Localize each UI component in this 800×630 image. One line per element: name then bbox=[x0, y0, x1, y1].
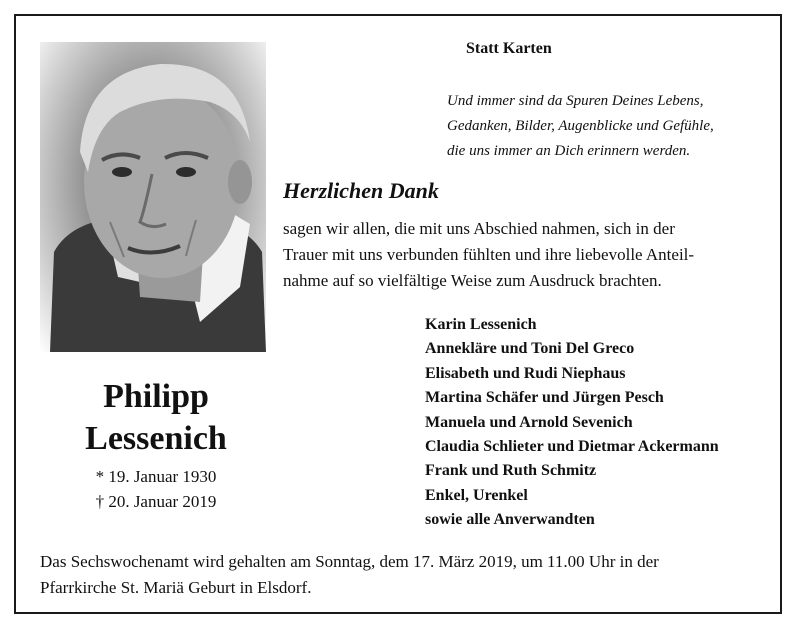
life-dates bbox=[40, 464, 272, 514]
footer-line: Pfarrkirche St. Mariä Geburt in Elsdorf. bbox=[40, 578, 312, 597]
quote-line: Und immer sind da Spuren Deines Lebens, bbox=[447, 93, 704, 109]
signer: Frank und Ruth Schmitz bbox=[425, 462, 597, 480]
portrait-photo bbox=[40, 42, 266, 352]
memorial-quote bbox=[447, 89, 714, 164]
statt-karten-heading: Statt Karten bbox=[466, 40, 552, 57]
deceased-name bbox=[40, 376, 272, 460]
thanks-line: sagen wir allen, die mit uns Abschied nahmen, sich in der bbox=[283, 219, 675, 238]
quote-line: Gedanken, Bilder, Augenblicke und Gefühle, bbox=[447, 118, 714, 134]
signer: Martina Schäfer und Jürgen Pesch bbox=[425, 389, 664, 407]
birth-date: * 19. Januar 1930 bbox=[95, 467, 217, 486]
signer: sowie alle Anverwandten bbox=[425, 511, 595, 529]
quote-line: die uns immer an Dich erinnern werden. bbox=[447, 143, 691, 159]
signer: Claudia Schlieter und Dietmar Ackermann bbox=[425, 438, 719, 456]
thanks-line: nahme auf so vielfältige Weise zum Ausdruck brachten. bbox=[283, 271, 662, 290]
death-date: † 20. Januar 2019 bbox=[95, 492, 217, 511]
mass-announcement bbox=[40, 549, 764, 601]
first-name: Philipp bbox=[103, 378, 209, 415]
signer: Annekläre und Toni Del Greco bbox=[425, 340, 635, 358]
signer: Karin Lessenich bbox=[425, 316, 537, 333]
thanks-heading: Herzlichen Dank bbox=[283, 178, 439, 203]
signer: Manuela und Arnold Sevenich bbox=[425, 413, 633, 431]
footer-line: Das Sechswochenamt wird gehalten am Sonntag, dem 17. März 2019, um 11.00 Uhr in der bbox=[40, 552, 659, 571]
signers-list bbox=[425, 313, 719, 533]
thanks-line: Trauer mit uns verbunden fühlten und ihre liebevolle Anteil- bbox=[283, 245, 695, 264]
thanks-text bbox=[283, 216, 763, 294]
signer: Elisabeth und Rudi Niephaus bbox=[425, 364, 626, 382]
signer: Enkel, Urenkel bbox=[425, 486, 528, 504]
last-name: Lessenich bbox=[85, 420, 227, 457]
